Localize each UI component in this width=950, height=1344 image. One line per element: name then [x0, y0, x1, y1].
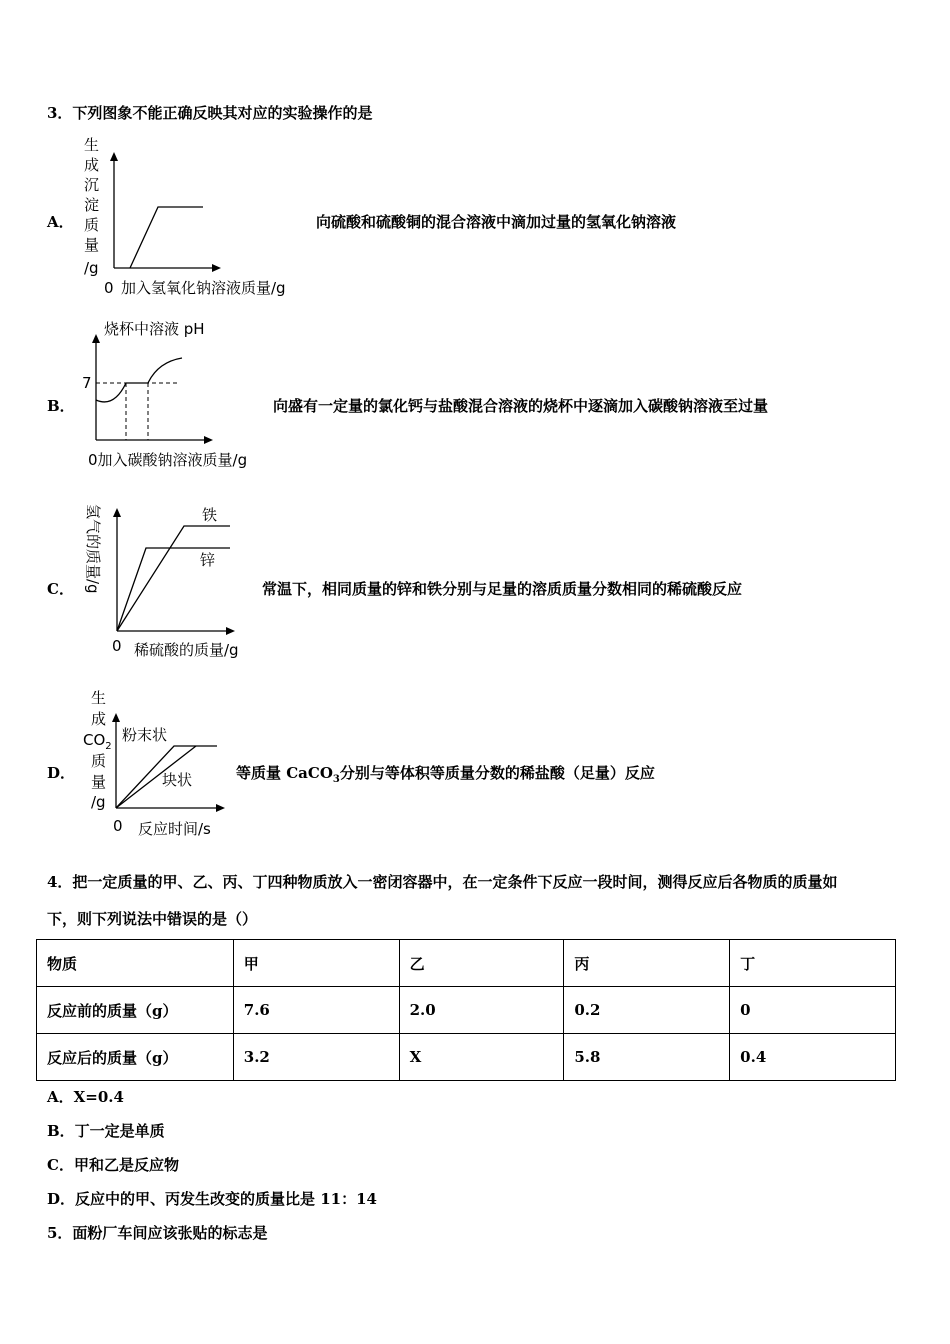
q4-choice-a: A．X=0.4	[47, 1088, 124, 1106]
svg-text:成: 成	[84, 156, 100, 174]
graph-c-label-fe: 铁	[202, 506, 218, 524]
graph-c-label-zn: 锌	[200, 551, 216, 569]
option-d-letter: D．	[47, 764, 76, 782]
table-cell: 5.8	[564, 1034, 730, 1081]
graph-c-curve-fe	[117, 526, 230, 631]
q4-choice-b: B．丁一定是单质	[47, 1122, 165, 1140]
svg-text:生: 生	[84, 136, 100, 154]
table-row	[37, 987, 896, 1034]
table-header-cell: 乙	[399, 940, 564, 987]
table-header-row	[37, 940, 896, 987]
option-d-description: 等质量 CaCO$_3$分别与等体积等质量分数的稀盐酸（足量）反应	[236, 764, 655, 785]
graph-a-x-arrow	[212, 264, 221, 272]
graph-a-curve	[130, 207, 203, 268]
table-cell: 7.6	[233, 987, 399, 1034]
svg-text:淀: 淀	[84, 196, 100, 214]
graph-a	[78, 130, 318, 305]
svg-text:/g: /g	[84, 259, 99, 277]
graph-a-origin: 0	[104, 279, 114, 297]
graph-b-seven: 7	[82, 374, 92, 392]
graph-c-x-arrow	[226, 627, 235, 635]
graph-a-y-arrow	[110, 152, 118, 161]
table-cell: 2.0	[399, 987, 564, 1034]
option-b-description: 向盛有一定量的氯化钙与盐酸混合溶液的烧杯中逐滴加入碳酸钠溶液至过量	[273, 397, 769, 415]
q4-choice-d: D．反应中的甲、丙发生改变的质量比是 11：14	[47, 1190, 377, 1208]
svg-text:生: 生	[91, 689, 107, 707]
table-cell: 0.4	[730, 1034, 896, 1081]
table-header-cell: 甲	[233, 940, 399, 987]
graph-b-curve	[96, 358, 182, 402]
table-cell: 反应前的质量（g）	[37, 987, 234, 1034]
graph-d-label-block: 块状	[162, 771, 193, 789]
graph-c	[78, 498, 278, 663]
option-a-description: 向硫酸和硫酸铜的混合溶液中滴加过量的氢氧化钠溶液	[316, 213, 677, 231]
graph-a-ylabel	[84, 136, 99, 277]
svg-text:沉: 沉	[84, 176, 100, 194]
graph-b	[78, 312, 288, 477]
q4-choice-c: C．甲和乙是反应物	[47, 1156, 179, 1174]
svg-text:量: 量	[91, 773, 107, 791]
graph-c-origin: 0	[112, 637, 122, 655]
graph-b-ylabel: 烧杯中溶液 pH	[104, 320, 205, 338]
graph-d-origin: 0	[113, 817, 123, 835]
table-header-cell: 丁	[730, 940, 896, 987]
graph-d-xlabel: 反应时间/s	[138, 820, 211, 838]
table-header-cell: 物质	[37, 940, 234, 987]
graph-c-xlabel: 稀硫酸的质量/g	[134, 641, 239, 659]
table-cell: 反应后的质量（g）	[37, 1034, 234, 1081]
table-cell: X	[399, 1034, 564, 1081]
graph-b-x-arrow	[204, 436, 213, 444]
graph-d-label-powder: 粉末状	[122, 726, 168, 744]
graph-d	[78, 683, 238, 843]
graph-d-ylabel	[83, 689, 112, 811]
graph-d-x-arrow	[216, 804, 225, 812]
option-c-letter: C．	[47, 580, 74, 598]
mass-table	[36, 939, 896, 1081]
graph-c-ylabel: 氢气的质量/g	[84, 504, 102, 594]
graph-b-xlabel: 0加入碳酸钠溶液质量/g	[88, 451, 248, 469]
svg-text:成: 成	[91, 710, 107, 728]
svg-text:质: 质	[84, 216, 100, 234]
table-cell: 0	[730, 987, 896, 1034]
svg-text:CO2: $CO_2$	[83, 731, 112, 752]
graph-c-y-arrow	[113, 508, 121, 517]
graph-b-y-arrow	[92, 334, 100, 343]
question-5-title: 5．面粉厂车间应该张贴的标志是	[47, 1224, 268, 1242]
question-4-title-line2: 下，则下列说法中错误的是（）	[47, 910, 258, 928]
table-row	[37, 1034, 896, 1081]
graph-a-xlabel: 加入氢氧化钠溶液质量/g	[121, 279, 286, 297]
svg-text:/g: /g	[91, 793, 106, 811]
table-header-cell: 丙	[564, 940, 730, 987]
question-3-title: 3．下列图象不能正确反映其对应的实验操作的是	[47, 104, 373, 122]
graph-d-y-arrow	[112, 713, 120, 722]
table-cell: 0.2	[564, 987, 730, 1034]
svg-text:量: 量	[84, 236, 100, 254]
table-cell: 3.2	[233, 1034, 399, 1081]
svg-text:质: 质	[91, 752, 107, 770]
option-a-letter: A．	[47, 213, 74, 231]
question-4-title-line1: 4．把一定质量的甲、乙、丙、丁四种物质放入一密闭容器中，在一定条件下反应一段时间，测得反应后各物质的质量如	[47, 873, 838, 891]
option-c-description: 常温下，相同质量的锌和铁分别与足量的溶质质量分数相同的稀硫酸反应	[262, 580, 743, 598]
option-b-letter: B．	[47, 397, 75, 415]
